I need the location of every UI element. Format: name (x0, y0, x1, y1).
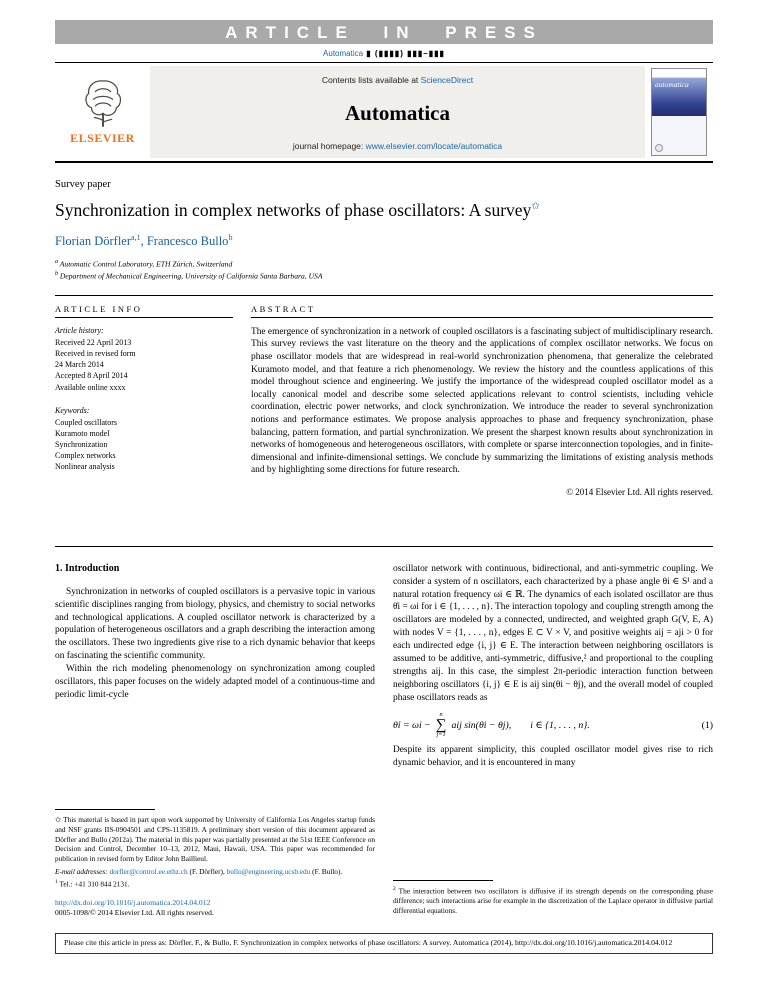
copyright-line: © 2014 Elsevier Ltd. All rights reserved. (566, 486, 713, 497)
cover-top-strip (652, 69, 706, 78)
keyword-item: Nonlinear analysis (55, 462, 115, 472)
footnote-rule-right (393, 880, 493, 881)
header-center (150, 66, 645, 158)
paper-title (55, 200, 713, 221)
journal-homepage-link[interactable]: www.elsevier.com/locate/automatica (365, 141, 503, 151)
author-bullo-name: Francesco Bullo (146, 234, 229, 249)
keyword-item: Synchronization (55, 440, 108, 450)
journal-reference-line (55, 49, 713, 58)
journal-header (55, 63, 713, 163)
email-bullo-link[interactable]: bullo@engineering.ucsb.edu (226, 866, 311, 876)
diffusive-footnote-text: The interaction between two oscillators is diffusive if its strength depends on the corresponding phase difference; such interactions arise for example in the discretization of the Laplace operator in diffusive partial differential equations. (393, 886, 713, 916)
tel-footnote (55, 879, 375, 889)
affiliation-b (55, 270, 713, 282)
body-columns (55, 563, 713, 919)
authors-line (55, 233, 713, 249)
author-dorfler[interactable] (55, 234, 141, 248)
email-bullo-suffix: (F. Bullo). (310, 866, 343, 876)
equation-rhs: aij sin(θi − θj), (451, 719, 512, 731)
doi-link[interactable]: http://dx.doi.org/10.1016/j.automatica.2014.04.012 (55, 897, 211, 907)
sum-lower-limit: j=1 (436, 731, 446, 739)
cover-column (645, 66, 713, 158)
intro-paragraph-2: Within the rich modeling phenomenology on synchronization among coupled oscillators, this paper focuses on the widely adapted model of a continuous-time and periodic limit-cycle (55, 664, 375, 700)
affiliation-a-sup: a (55, 259, 58, 266)
history-item: 24 March 2014 (55, 360, 104, 370)
title-footnote-mark: ✩ (531, 201, 540, 213)
tel-footnote-text: Tel.: +41 310 844 2131. (57, 879, 130, 889)
history-label: Article history: (55, 325, 104, 335)
history-item: Received 22 April 2013 (55, 337, 132, 347)
equation-number: (1) (701, 719, 713, 731)
issn-line: 0005-1098/© 2014 Elsevier Ltd. All rights reserved. (55, 908, 214, 918)
email-dorfler-suffix: (F. Dörfler), (187, 866, 225, 876)
affiliations (55, 258, 713, 283)
elsevier-tree-icon (81, 78, 125, 130)
affiliation-a (55, 258, 713, 270)
email-dorfler-link[interactable]: dorfler@control.ee.ethz.ch (109, 866, 188, 876)
email-footnote (55, 867, 375, 877)
right-column (393, 563, 713, 919)
model-paragraph: oscillator network with continuous, bidirectional, and anti-symmetric coupling. We consider a system of n oscillators, each characterized by a phase angle θi ∈ S¹ and a natural rotation frequency ωi ∈ ℝ. The dynamics of each isolated oscillator are thus θ̇i = ωi for i ∈ {1, . . . , n}. The interaction topology and coupling strength among the oscillators are modeled by a connected, undirected, and weighted graph G(V, E, A) with nodes V = {1, . . . , n}, edges E ⊂ V × V, and positive weights aij = aji > 0 for each undirected edge {i, j} ∈ E. The interaction between neighboring oscillators is assumed to be additive, anti-symmetric, diffusive,² and proportional to the coupling strengths aij. In this case, the simplest 2π-periodic interaction function between neighboring oscillators {i, j} ∈ E is aij sin(θi − θj), and the overall model of coupled phase oscillators reads as (393, 563, 713, 703)
citation-text: Please cite this article in press as: Dörfler, F., & Bullo, F. Synchronization in complex networks of phase oscillators: A survey. Automatica (2014), http://dx.doi.org/10.1016/j.automatica.2014.04.012 (64, 937, 673, 947)
issue-placeholder: ▮ (▮▮▮▮) ▮▮▮–▮▮▮ (363, 49, 445, 58)
affiliation-a-text: Automatic Control Laboratory, ETH Zürich, Switzerland (58, 259, 233, 269)
journal-title: Automatica (345, 100, 450, 125)
cover-title: automatica (655, 80, 689, 89)
equation-lhs: θ̇i = ωi − (393, 719, 431, 731)
doi-block (55, 898, 375, 919)
affiliation-b-text: Department of Mechanical Engineering, University of California Santa Barbara, USA (58, 271, 323, 281)
right-footnotes (393, 880, 713, 919)
diffusive-footnote (393, 886, 713, 916)
contents-line (322, 75, 473, 85)
dynamics-paragraph: Despite its apparent simplicity, this coupled oscillator model gives rise to rich dynamic behavior, and it is encountered in many (393, 745, 713, 769)
author-bullo[interactable] (147, 234, 233, 248)
left-column (55, 563, 375, 919)
elsevier-logo (55, 66, 150, 158)
sum-upper-limit: n (439, 711, 443, 719)
sigma-glyph: ∑ (435, 716, 447, 733)
summation-symbol (436, 712, 447, 738)
ifac-emblem-icon (655, 144, 663, 152)
tel-footnote-sup: 1 (55, 879, 58, 886)
banner-text: ARTICLE IN PRESS (225, 22, 543, 42)
keyword-item: Kuramoto model (55, 428, 110, 438)
left-footnotes (55, 809, 375, 919)
history-item: Available online xxxx (55, 382, 126, 392)
sciencedirect-link[interactable]: ScienceDirect (420, 75, 474, 85)
info-abstract-section (55, 295, 713, 547)
support-footnote: ✩ This material is based in part upon work supported by University of California Los Angeles startup funds and NSF grants IIS-0904501 and CPS-1135819. A preliminary short version of this document appeared as Dörfler and Bullo (2012a). The material in this paper was partially presented at the 51st IEEE Conference on Decision and Control, December 10–13, 2012, Maui, Hawaii, USA. This paper was recommended for publication in revised form by Editor John Baillieul. (55, 815, 375, 863)
keyword-item: Coupled oscillators (55, 417, 117, 427)
author-dorfler-sup: a,1 (131, 233, 141, 242)
intro-paragraph-1: Synchronization in networks of coupled oscillators is a pervasive topic in various scientific disciplines ranging from biology, physics, and chemistry to social networks and technological applications. A coupled oscillator network is characterized by a population of heterogeneous oscillators and a graph describing the interaction among the oscillators. These two ingredients give rise to a rich dynamic behavior that keeps on fascinating the scientific community. (55, 586, 375, 662)
email-label: E-mail addresses: (55, 866, 110, 876)
paper-title-text: Synchronization in complex networks of phase oscillators: A survey (55, 200, 532, 220)
author-dorfler-name: Florian Dörfler (55, 234, 132, 249)
homepage-line (293, 141, 502, 151)
abstract-heading: ABSTRACT (251, 303, 316, 314)
author-separator: , (140, 234, 147, 249)
abstract-rule (251, 317, 713, 318)
cover-title-band (652, 78, 706, 116)
article-type-label: Survey paper (55, 179, 111, 190)
section-heading-introduction: 1. Introduction (55, 562, 120, 574)
article-in-press-banner (55, 20, 713, 44)
keywords-label: Keywords: (55, 405, 90, 415)
diffusive-footnote-sup: 2 (393, 886, 396, 893)
contents-prefix: Contents lists available at (321, 75, 421, 85)
article-info-heading: ARTICLE INFO (55, 303, 143, 314)
article-info-rule (55, 317, 233, 318)
journal-cover-thumbnail (651, 68, 707, 156)
homepage-prefix: journal homepage: (292, 141, 366, 151)
affiliation-b-sup: b (55, 271, 58, 278)
footnote-rule-left (55, 809, 155, 810)
keyword-item: Complex networks (55, 451, 116, 461)
author-bullo-sup: b (228, 233, 233, 242)
journal-name-link[interactable]: Automatica (323, 49, 364, 58)
abstract-column (251, 300, 713, 534)
abstract-text: The emergence of synchronization in a network of coupled oscillators is a fascinating subject of multidisciplinary research. This survey reviews the vast literature on the theory and the applications of complex oscillator networks. We focus on phase oscillator models that are widespread in real-world synchronization phenomena, that generalize the celebrated Kuramoto model, and that feature a rich phenomenology. We review the history and the countless applications of this model throughout science and engineering. We justify the importance of the widespread coupled oscillator model as a locally canonical model and describe some selected applications relevant to control scientists, including vehicle coordination, electric power networks, and clock synchronization. We introduce the reader to several synchronization notions and performance estimates. We propose analysis approaches to phase and frequency synchronization, phase balancing, pattern formation, and partial synchronization. We present the sharpest known results about synchronization in networks of homogeneous and heterogeneous oscillators, with complete or sparse interconnection topologies, and in finite-dimensional and infinite-dimensional settings. We conclude by summarizing the limitations of existing analysis methods and by highlighting some directions for future research. (251, 326, 713, 476)
article-info-column (55, 300, 251, 534)
elsevier-wordmark: ELSEVIER (70, 131, 135, 145)
citation-notice-box (55, 933, 713, 954)
equation-condition: i ∈ {1, . . . , n}. (530, 719, 590, 731)
history-item: Accepted 8 April 2014 (55, 371, 128, 381)
history-item: Received in revised form (55, 348, 136, 358)
equation-1 (393, 712, 713, 738)
